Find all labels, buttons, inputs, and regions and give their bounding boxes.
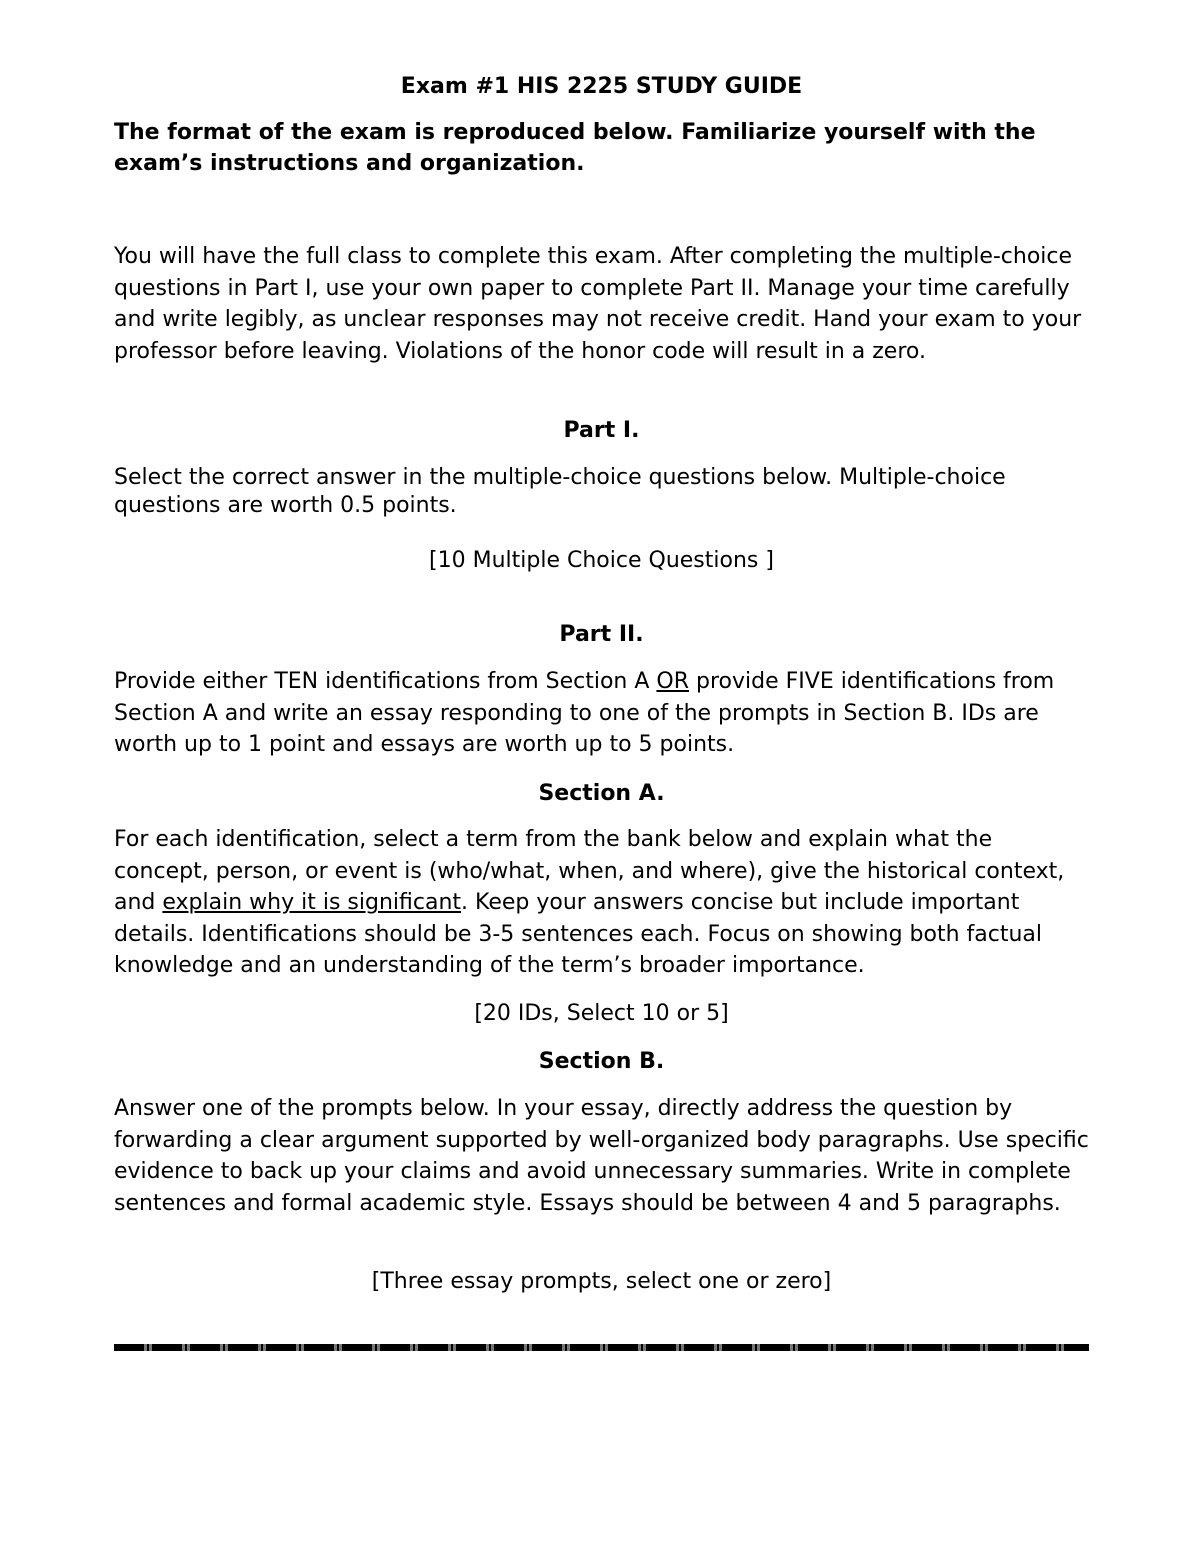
part-2-text-start: Provide either TEN identifications from Section A <box>114 669 657 694</box>
section-a-placeholder: [20 IDs, Select 10 or 5] <box>474 1001 729 1026</box>
page-divider <box>114 1344 1089 1351</box>
intro-statement: The format of the exam is reproduced below. Familiarize yourself with the exam’s instructions and organization. <box>114 120 1036 176</box>
section-a-heading: Section A. <box>538 781 665 806</box>
section-b-heading: Section B. <box>538 1049 665 1074</box>
section-b-placeholder: [Three essay prompts, select one or zero] <box>371 1269 832 1294</box>
part-1-heading: Part I. <box>563 418 640 443</box>
section-a-significance-emphasis: explain why it is significant <box>162 890 462 916</box>
part-1-placeholder: [10 Multiple Choice Questions ] <box>429 548 774 573</box>
exam-instructions: You will have the full class to complete this exam. After completing the multiple-choice questions in Part I, use your own paper to complete Part II. Manage your time carefully and write legibly, as unclear responses may not receive credit. Hand your exam to your professor before leaving. Violations of the honor code will result in a zero. <box>114 244 1082 364</box>
part-2-or-emphasis: OR <box>656 669 690 694</box>
section-a-instructions <box>114 824 1089 982</box>
section-a-text-start: For each identification, select a term from the bank below and explain what the concept, person, or event is (who/what, when, and where), give the historical context, and <box>114 827 1065 916</box>
part-2-instructions <box>114 666 1089 761</box>
section-a-text-end: . Keep your answers concise but include important details. Identifications should be 3-5 sentences each. Focus on showing both factual knowledge and an understanding of the term’s broader importance. <box>114 890 1043 979</box>
document-title: Exam #1 HIS 2225 STUDY GUIDE <box>400 74 803 99</box>
section-b-instructions: Answer one of the prompts below. In your essay, directly address the question by forwarding a clear argument supported by well-organized body paragraphs. Use specific evidence to back up your claims and avoid unnecessary summaries. Write in complete sentences and formal academic style. Essays should be between 4 and 5 paragraphs. <box>114 1096 1089 1216</box>
part-2-text-end: provide FIVE identifications from Section A and write an essay responding to one of the prompts in Section B. IDs are worth up to 1 point and essays are worth up to 5 points. <box>114 669 1055 758</box>
part-1-instructions: Select the correct answer in the multiple-choice questions below. Multiple-choice questions are worth 0.5 points. <box>114 465 1006 518</box>
part-2-heading: Part II. <box>559 622 644 647</box>
